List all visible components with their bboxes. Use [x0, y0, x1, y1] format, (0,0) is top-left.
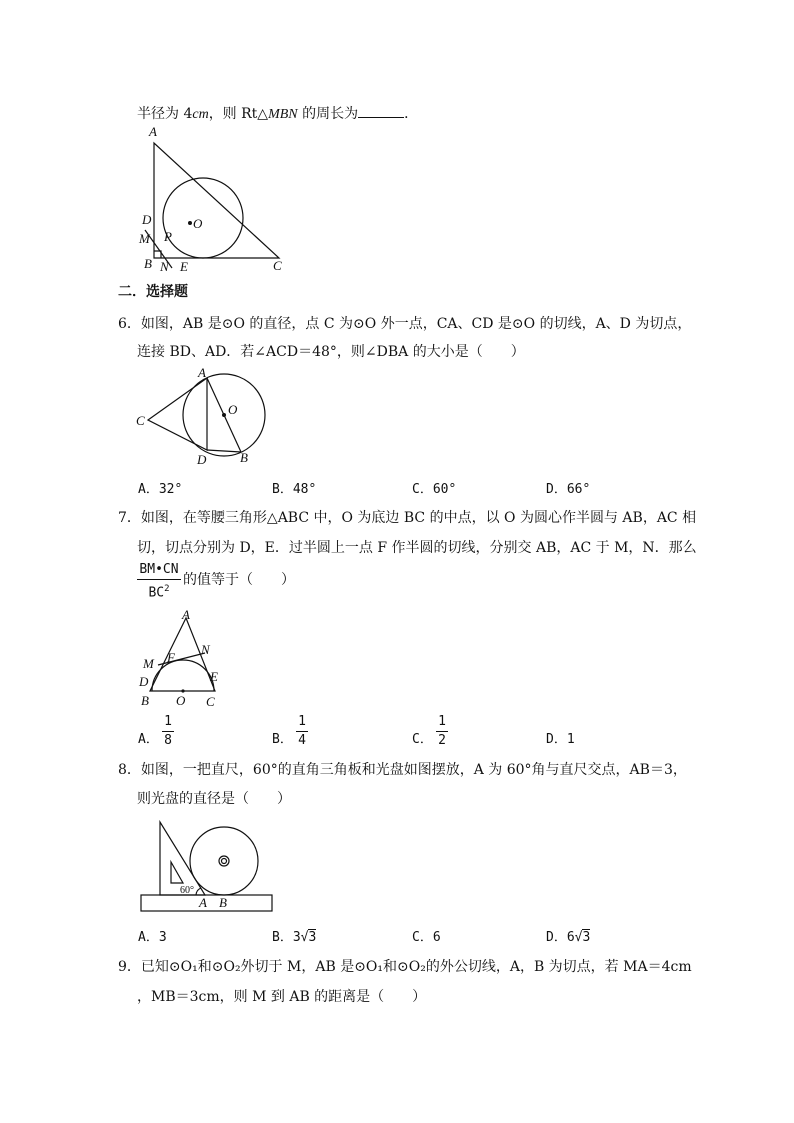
q7-option-b[interactable]: B．: [272, 732, 293, 747]
label-B: B: [219, 895, 227, 910]
q7-fraction: BM•CN $BC^2$: [137, 562, 181, 601]
q8-option-b[interactable]: B．3√3: [272, 930, 317, 945]
label-C: C: [273, 258, 282, 273]
label-D: D: [197, 452, 207, 467]
label-O: O: [228, 402, 238, 417]
q8-option-a[interactable]: A．3: [138, 930, 167, 945]
q7-line2: 切，切点分别为 D，E．过半圆上一点 F 作半圆的切线，分别交 AB，AC 于 M，N．那么: [137, 540, 697, 556]
q8-line1: 8．如图，一把直尺，60°的直角三角板和光盘如图摆放，A 为 60°角与直尺交点，AB＝3，: [118, 762, 687, 778]
label-C: C: [206, 694, 215, 709]
label-M: M: [143, 656, 154, 671]
compact-disc: [190, 827, 258, 895]
angle-label: 60°: [180, 885, 194, 896]
label-D: D: [142, 212, 152, 227]
q8-option-d[interactable]: D．6√3: [546, 930, 591, 945]
q7-line1: 7．如图，在等腰三角形△ABC 中，O 为底边 BC 的中点，以 O 为圆心作半圆与 AB，AC 相: [118, 510, 697, 526]
q9-line1: 9．已知⊙O₁和⊙O₂外切于 M，AB 是⊙O₁和⊙O₂的外公切线，A，B 为切点，若 MA＝4cm: [118, 959, 692, 975]
label-E: E: [180, 259, 188, 274]
q6-line1: 6．如图，AB 是⊙O 的直径，点 C 为⊙O 外一点，CA、CD 是⊙O 的切线，A、D 为切点，: [118, 316, 692, 332]
label-C: C: [136, 413, 145, 428]
q7-option-a-frac: 1 8: [162, 714, 174, 749]
q7-option-c-frac: 1 2: [436, 714, 448, 749]
sqrt-sign: √: [300, 930, 309, 945]
q7-line3: 的值等于（ ）: [183, 572, 295, 588]
q6-option-a[interactable]: A．32°: [138, 482, 183, 497]
q6-line2: 连接 BD、AD．若∠ACD＝48°，则∠DBA 的大小是（ ）: [137, 344, 525, 360]
label-O: O: [193, 216, 203, 231]
label-P: P: [164, 229, 172, 244]
q9-line2: ，MB＝3cm，则 M 到 AB 的距离是（ ）: [137, 989, 427, 1005]
q6-option-c[interactable]: C．60°: [412, 482, 457, 497]
label-N: N: [160, 259, 169, 274]
label-B: B: [144, 256, 152, 271]
label-M: M: [139, 231, 150, 246]
label-O: O: [176, 693, 186, 708]
label-A: A: [182, 607, 190, 622]
q8-line2: 则光盘的直径是（ ）: [137, 791, 291, 807]
label-E: E: [210, 669, 218, 684]
section-title: 二．选择题: [118, 284, 188, 300]
label-A: A: [149, 124, 157, 139]
label-A: A: [198, 365, 206, 380]
q7-option-c[interactable]: C．: [412, 732, 433, 747]
q8-option-c[interactable]: C．6: [412, 930, 441, 945]
label-D: D: [139, 674, 149, 689]
label-B: B: [141, 693, 149, 708]
sqrt-sign: √: [574, 930, 583, 945]
q7-option-a[interactable]: A．: [138, 732, 159, 747]
label-B: B: [240, 450, 248, 465]
q7-option-b-frac: 1 4: [296, 714, 308, 749]
q6-option-b[interactable]: B．48°: [272, 482, 317, 497]
q6-option-d[interactable]: D．66°: [546, 482, 591, 497]
label-A: A: [199, 895, 207, 910]
q5-text: 半径为 4cm，则 Rt△MBN 的周长为 ．: [137, 106, 419, 122]
label-N: N: [201, 642, 210, 657]
q7-option-d[interactable]: D．1: [546, 732, 575, 747]
label-F: F: [167, 650, 175, 665]
